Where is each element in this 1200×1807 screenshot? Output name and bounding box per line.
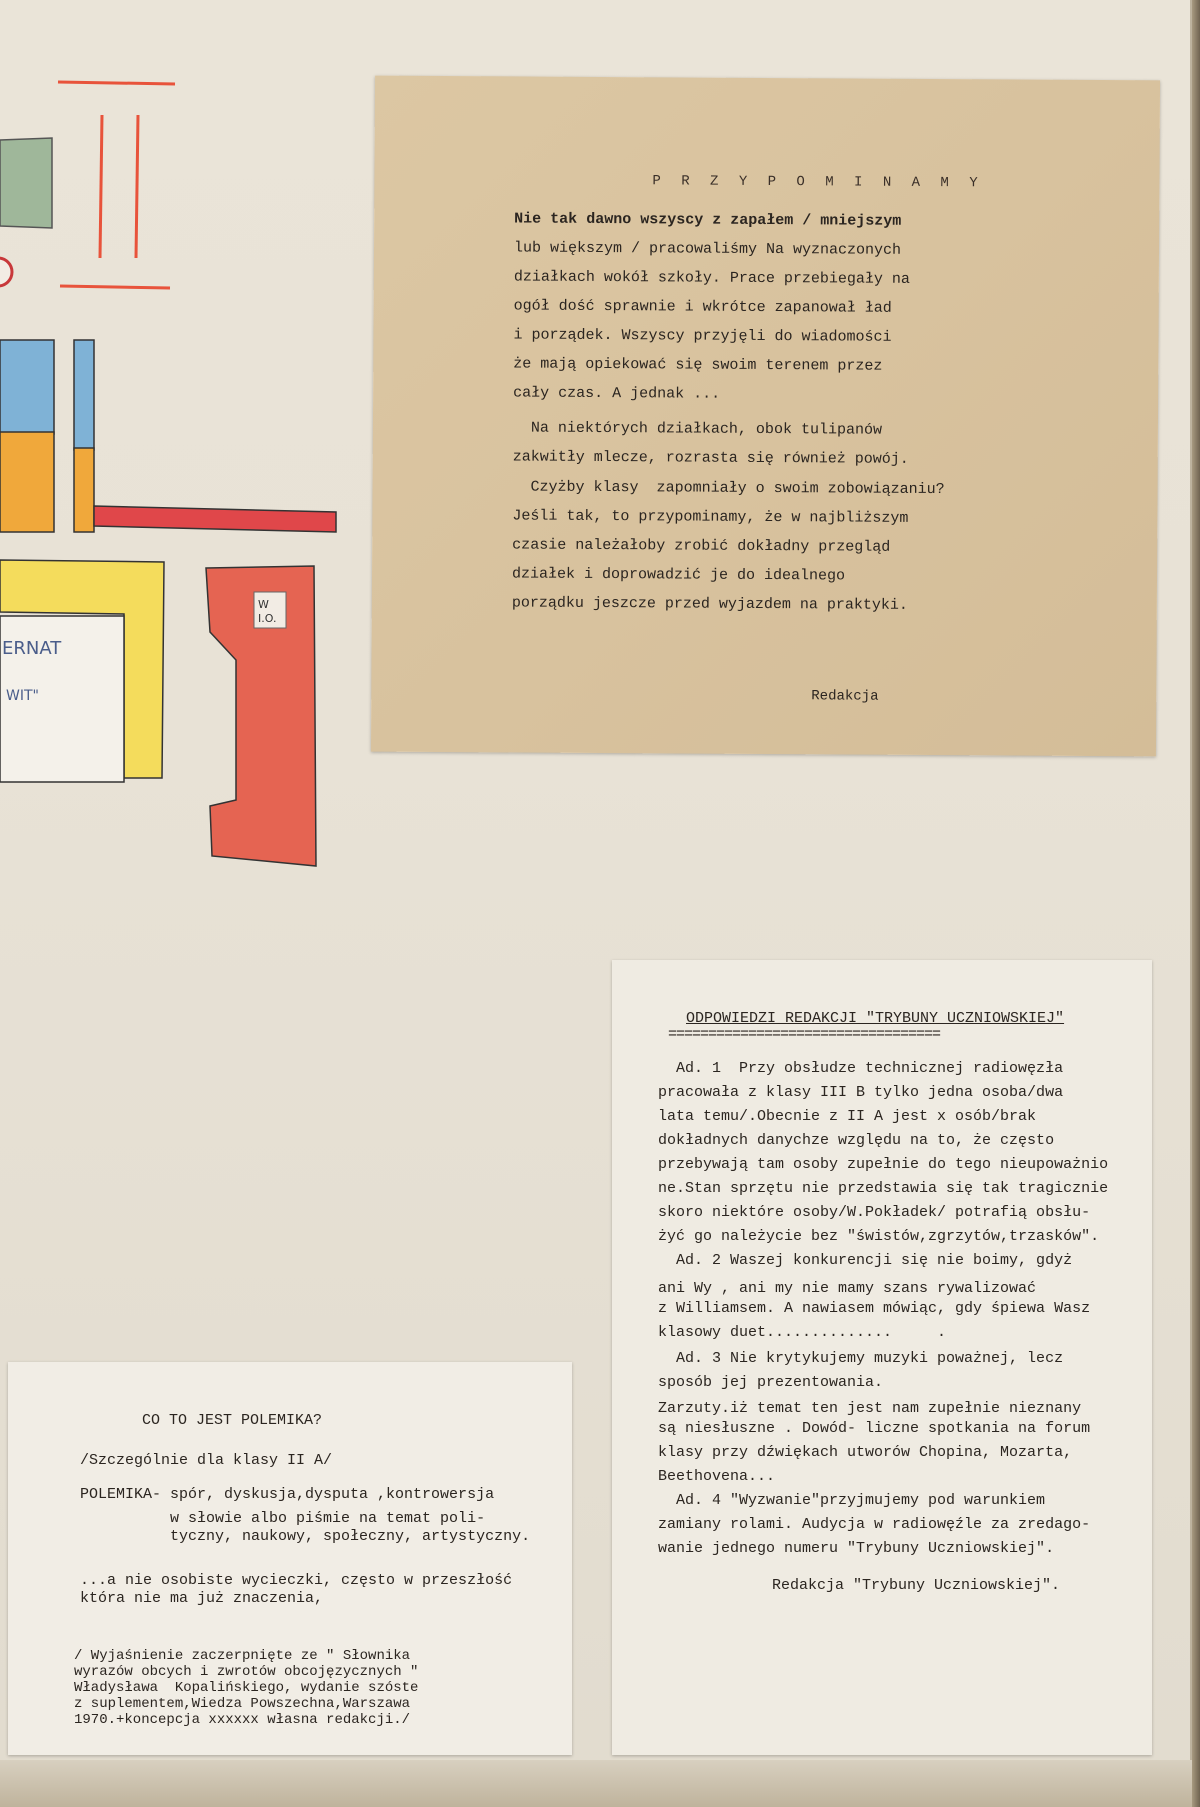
notice-2-line: dokładnych danychze względu na to, że często xyxy=(658,1132,1055,1149)
notice-1-line: Na niektórych działkach, obok tulipanów xyxy=(512,419,883,439)
album-bottom-strip xyxy=(0,1760,1192,1807)
notice-2-line: pracowała z klasy III B tylko jedna osoba/dwa xyxy=(658,1084,1064,1101)
notice-3-line: wyrazów obcych i zwrotów obcojęzycznych " xyxy=(74,1664,419,1680)
notice-3-subtitle: /Szczególnie dla klasy II A/ xyxy=(80,1452,333,1469)
notice-2-line: Ad. 2 Waszej konkurencji się nie boimy, gdyż xyxy=(658,1252,1073,1269)
notice-1-line: zakwitły mlecze, rozrasta się również powój. xyxy=(512,448,909,468)
notice-1-line: i porządek. Wszyscy przyjęli do wiadomości xyxy=(513,326,892,346)
notice-2-line: wanie jednego numeru "Trybuny Uczniowskiej". xyxy=(658,1540,1055,1557)
notice-3-line: / Wyjaśnienie zaczerpnięte ze " Słownika xyxy=(74,1648,411,1664)
notice-1-line: czasie należałoby zrobić dokładny przegląd xyxy=(512,536,891,556)
red-line-bottom xyxy=(60,286,170,288)
notice-2-line: Ad. 4 "Wyzwanie"przyjmujemy pod warunkiem xyxy=(658,1492,1046,1509)
notice-3-line: POLEMIKA- spór, dyskusja,dysputa ,kontrowersja xyxy=(80,1486,495,1503)
notice-2-line: klasowy duet.............. . xyxy=(658,1324,947,1341)
notice-1-line: ogół dość sprawnie i wkrótce zapanował ład xyxy=(513,297,892,317)
notice-2-line: Zarzuty.iż temat ten jest nam zupełnie nieznany xyxy=(658,1400,1082,1417)
notice-1-line: działek i doprowadzić je do idealnego xyxy=(511,565,846,585)
notice-2-line: lata temu/.Obecnie z II A jest x osób/brak xyxy=(658,1108,1037,1125)
drawing-label-internat: ERNAT xyxy=(2,638,62,659)
drawing-label-wio-2: I.O. xyxy=(258,612,277,625)
notice-2-line: klasy przy dźwiękach utworów Chopina, Mozarta, xyxy=(658,1444,1073,1461)
blue-building xyxy=(0,340,54,434)
red-line-top xyxy=(58,82,175,84)
notice-przypominamy xyxy=(371,76,1160,757)
notice-1-line: cały czas. A jednak ... xyxy=(513,384,721,403)
notice-3-line: ...a nie osobiste wycieczki, często w przeszłość xyxy=(80,1572,513,1589)
round-sign xyxy=(0,258,12,286)
orange-building xyxy=(0,432,54,532)
notice-3-line: Władysława Kopalińskiego, wydanie szóste xyxy=(74,1680,419,1696)
notice-1-line: że mają opiekować się swoim terenem przez xyxy=(513,355,883,375)
notice-3-title: CO TO JEST POLEMIKA? xyxy=(142,1412,323,1429)
notice-3-line: 1970.+koncepcja xxxxxx własna redakcji./ xyxy=(74,1712,411,1728)
notice-1-line: porządku jeszcze przed wyjazdem na praktyki. xyxy=(511,594,908,614)
album-page-edge xyxy=(1192,0,1200,1807)
notice-2-line: ne.Stan sprzętu nie przedstawia się tak tragicznie xyxy=(658,1180,1109,1197)
school-map-drawing xyxy=(0,60,360,880)
notice-3-line: tyczny, naukowy, społeczny, artystyczny. xyxy=(80,1528,531,1545)
notice-3-line: w słowie albo piśmie na temat poli- xyxy=(80,1510,486,1527)
notice-2-line: żyć go należycie bez "świstów,zgrzytów,trzasków". xyxy=(658,1228,1100,1245)
red-line-vertical-2 xyxy=(136,115,138,258)
notice-3-line: która nie ma już znaczenia, xyxy=(80,1590,324,1607)
notice-1-signature: Redakcja xyxy=(811,688,879,705)
notice-2-line: przebywają tam osoby zupełnie do tego nieupoważnio xyxy=(658,1156,1109,1173)
notice-2-line: Beethovena... xyxy=(658,1468,776,1485)
notice-odpowiedzi-redakcji xyxy=(612,960,1152,1755)
notice-2-line: są niesłuszne . Dowód- liczne spotkania na forum xyxy=(658,1420,1091,1437)
notice-2-line: Ad. 1 Przy obsłudze technicznej radiowęzła xyxy=(658,1060,1064,1077)
notice-2-line: ani Wy , ani my nie mamy szans rywalizować xyxy=(658,1280,1037,1297)
notice-2-line: skoro niektóre osoby/W.Pokładek/ potrafią obsłu- xyxy=(658,1204,1091,1221)
notice-1-line: Czyżby klasy zapomniały o swoim zobowiązaniu? xyxy=(512,478,945,499)
blue-column xyxy=(74,340,94,450)
notice-2-line: z Williamsem. A nawiasem mówiąc, gdy śpiewa Wasz xyxy=(658,1300,1091,1317)
notice-2-line: zamiany rolami. Audycja w radiowęźle za zredago- xyxy=(658,1516,1091,1533)
notice-3-line: z suplementem,Wiedza Powszechna,Warszawa xyxy=(74,1696,411,1712)
drawing-label-wio: W xyxy=(258,598,269,611)
notice-1-line: Jeśli tak, to przypominamy, że w najbliższym xyxy=(512,507,909,527)
notice-2-line: Ad. 3 Nie krytykujemy muzyki poważnej, lecz xyxy=(658,1350,1064,1367)
red-bar xyxy=(94,506,336,532)
notice-2-line: sposób jej prezentowania. xyxy=(658,1374,884,1391)
notice-1-line: lub większym / pracowaliśmy Na wyznaczonych xyxy=(513,239,902,259)
drawing-label-wit: WIT" xyxy=(6,688,39,704)
notice-1-line: działkach wokół szkoły. Prace przebiegały na xyxy=(513,268,910,288)
green-building xyxy=(0,138,52,228)
notice-polemika xyxy=(8,1362,572,1755)
notice-2-signature: Redakcja "Trybuny Uczniowskiej". xyxy=(772,1577,1061,1594)
notice-2-title: ODPOWIEDZI REDAKCJI "TRYBUNY UCZNIOWSKIEJ" xyxy=(686,1010,1065,1027)
red-line-vertical-1 xyxy=(100,115,102,258)
notice-2-underline: ================================== xyxy=(668,1026,941,1043)
notice-1-title: P R Z Y P O M I N A M Y xyxy=(652,173,984,192)
orange-column xyxy=(74,448,94,532)
notice-1-line: Nie tak dawno wszyscy z zapałem / mniejszym xyxy=(514,210,902,230)
